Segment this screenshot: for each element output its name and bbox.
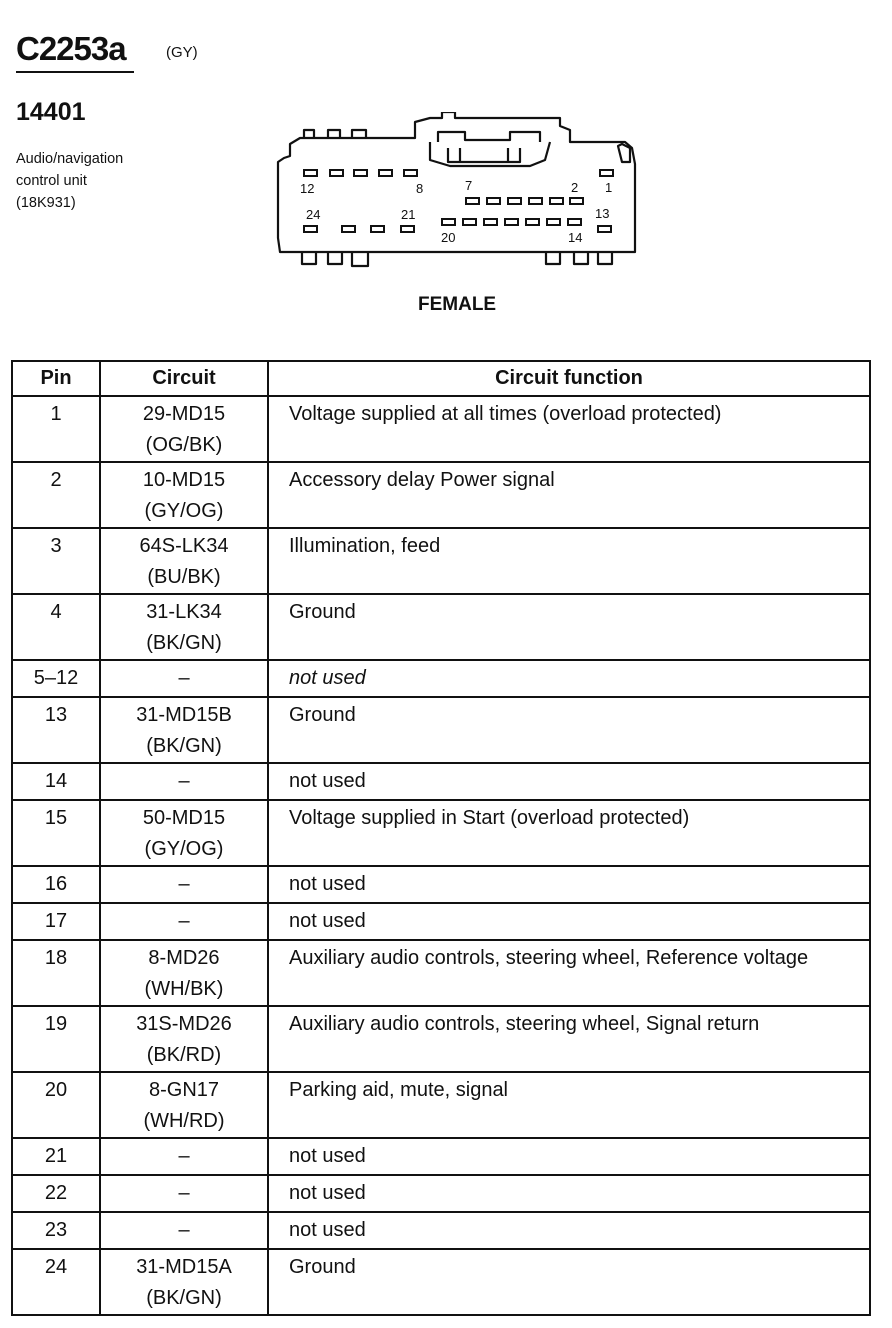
pin-label-12: 12 [300, 181, 315, 196]
pin-cell: 4 [12, 594, 100, 660]
circuit-number: 31-LK34 [146, 601, 222, 623]
circuit-number: 31-MD15B [136, 704, 232, 726]
cavity-16 [526, 219, 539, 225]
connector-gender-label: FEMALE [418, 294, 497, 315]
circuit-function-cell [268, 594, 870, 660]
circuit-cell [100, 866, 268, 903]
circuit-number: – [178, 910, 190, 932]
wire-color: (OG/BK) [145, 434, 223, 456]
circuit-function-cell [268, 1249, 870, 1315]
pin-cell: 20 [12, 1072, 100, 1138]
circuit-cell [100, 903, 268, 940]
circuit-function-cell [268, 1212, 870, 1249]
table-row [12, 528, 870, 594]
wire-color: (WH/BK) [144, 978, 224, 1000]
table-row [12, 462, 870, 528]
table-row [12, 763, 870, 800]
circuit-function-text: Voltage supplied in Start (overload protected) [289, 807, 690, 829]
circuit-function-cell [268, 462, 870, 528]
cavity-17 [505, 219, 518, 225]
circuit-function-cell [268, 940, 870, 1006]
circuit-function-cell [268, 697, 870, 763]
cavity-1 [600, 170, 613, 176]
pin-cell: 5–12 [12, 660, 100, 697]
circuit-function-cell [268, 1138, 870, 1175]
pinout-table-body [12, 396, 870, 1315]
table-row [12, 396, 870, 462]
circuit-function-cell [268, 866, 870, 903]
circuit-number: – [178, 1145, 190, 1167]
cavity-10 [354, 170, 367, 176]
circuit-number: – [178, 770, 190, 792]
cavity-13 [598, 226, 611, 232]
connector-id: C2253a [16, 30, 126, 67]
circuit-number: 29-MD15 [142, 403, 226, 425]
table-row [12, 594, 870, 660]
cavity-14 [568, 219, 581, 225]
circuit-number: 8-MD26 [148, 947, 220, 969]
circuit-number: 31S-MD26 [136, 1013, 232, 1035]
cavity-19 [463, 219, 476, 225]
circuit-cell [100, 1072, 268, 1138]
pin-cell: 15 [12, 800, 100, 866]
circuit-function-text: Ground [289, 704, 356, 726]
circuit-function-cell [268, 763, 870, 800]
connector-face-diagram [270, 112, 645, 272]
circuit-function-cell [268, 528, 870, 594]
circuit-function-text: not used [289, 873, 366, 895]
table-row [12, 866, 870, 903]
pin-cell: 19 [12, 1006, 100, 1072]
wire-color: (BK/GN) [146, 632, 222, 654]
circuit-cell [100, 660, 268, 697]
bottom-tab-2 [328, 252, 342, 264]
pin-label-21: 21 [401, 207, 416, 222]
pin-cell: 24 [12, 1249, 100, 1315]
circuit-cell [100, 1249, 268, 1315]
bottom-tab-3 [352, 252, 368, 266]
circuit-cell [100, 763, 268, 800]
cavity-2 [570, 198, 583, 204]
top-tab-1 [304, 130, 314, 138]
circuit-number: – [178, 667, 190, 689]
table-row [12, 660, 870, 697]
pin-cell: 16 [12, 866, 100, 903]
table-row [12, 1249, 870, 1315]
device-name-line-2: control unit [16, 173, 87, 189]
circuit-function-text: Voltage supplied at all times (overload protected) [289, 403, 722, 425]
wire-color: (GY/OG) [144, 500, 224, 522]
circuit-cell [100, 462, 268, 528]
table-header-row [12, 361, 870, 396]
cavity-9 [379, 170, 392, 176]
circuit-function-text: Ground [289, 601, 356, 623]
circuit-function-text: not used [289, 1145, 366, 1167]
table-row [12, 1072, 870, 1138]
pin-label-13: 13 [595, 206, 610, 221]
wire-color: (BK/GN) [146, 1287, 222, 1309]
table-row [12, 1175, 870, 1212]
circuit-number: – [178, 1219, 190, 1241]
circuit-function-cell [268, 800, 870, 866]
circuit-function-cell [268, 903, 870, 940]
circuit-function-text: not used [289, 667, 366, 689]
circuit-function-text: Ground [289, 1256, 356, 1278]
cavity-8 [404, 170, 417, 176]
cavity-12 [304, 170, 317, 176]
circuit-cell [100, 1138, 268, 1175]
pin-cell: 3 [12, 528, 100, 594]
cavity-6 [487, 198, 500, 204]
device-name-line-3: (18K931) [16, 195, 76, 211]
circuit-number: 31-MD15A [136, 1256, 232, 1278]
cavity-4 [529, 198, 542, 204]
circuit-cell [100, 1006, 268, 1072]
table-row [12, 903, 870, 940]
circuit-number: 10-MD15 [142, 469, 226, 491]
pin-cell: 18 [12, 940, 100, 1006]
cavity-3 [550, 198, 563, 204]
circuit-function-cell [268, 660, 870, 697]
circuit-cell [100, 800, 268, 866]
circuit-cell [100, 940, 268, 1006]
circuit-function-text: not used [289, 770, 366, 792]
table-row [12, 1212, 870, 1249]
part-number: 14401 [16, 98, 86, 126]
top-tab-3 [352, 130, 366, 138]
pin-cell: 17 [12, 903, 100, 940]
wire-color: (BK/GN) [146, 735, 222, 757]
device-name [16, 148, 123, 214]
right-latch [618, 144, 630, 162]
header-circuit-function: Circuit function [268, 361, 870, 396]
wire-color: (GY/OG) [144, 838, 224, 860]
circuit-function-text: Illumination, feed [289, 535, 441, 557]
circuit-function-text: Auxiliary audio controls, steering wheel, Signal return [289, 1013, 760, 1035]
pin-label-8: 8 [416, 181, 424, 196]
table-row [12, 697, 870, 763]
pin-cell: 23 [12, 1212, 100, 1249]
circuit-function-text: not used [289, 1219, 366, 1241]
cavity-20 [442, 219, 455, 225]
circuit-function-text: not used [289, 910, 366, 932]
circuit-function-text: Auxiliary audio controls, steering wheel, Reference voltage [289, 947, 809, 969]
circuit-number: – [178, 1182, 190, 1204]
circuit-cell [100, 396, 268, 462]
table-row [12, 1006, 870, 1072]
pin-label-7: 7 [465, 178, 473, 193]
bottom-tab-6 [598, 252, 612, 264]
circuit-function-text: not used [289, 1182, 366, 1204]
pin-label-2: 2 [571, 180, 579, 195]
table-row [12, 1138, 870, 1175]
circuit-number: 50-MD15 [142, 807, 226, 829]
circuit-cell [100, 1212, 268, 1249]
table-row [12, 940, 870, 1006]
pin-label-1: 1 [605, 180, 613, 195]
circuit-function-cell [268, 396, 870, 462]
circuit-function-cell [268, 1175, 870, 1212]
cavity-21 [401, 226, 414, 232]
cavity-11 [330, 170, 343, 176]
pin-label-14: 14 [568, 230, 583, 245]
pinout-table [11, 360, 871, 1316]
circuit-cell [100, 594, 268, 660]
cavity-24 [304, 226, 317, 232]
pin-cell: 22 [12, 1175, 100, 1212]
top-tab-2 [328, 130, 340, 138]
circuit-number: – [178, 873, 190, 895]
bottom-tab-1 [302, 252, 316, 264]
circuit-cell [100, 528, 268, 594]
pin-cell: 21 [12, 1138, 100, 1175]
pin-label-24: 24 [306, 207, 321, 222]
circuit-function-text: Accessory delay Power signal [289, 469, 555, 491]
table-row [12, 800, 870, 866]
circuit-number: 8-GN17 [148, 1079, 220, 1101]
pin-cell: 13 [12, 697, 100, 763]
cavity-18 [484, 219, 497, 225]
connector-id-underline [16, 71, 134, 73]
cavity-15 [547, 219, 560, 225]
pin-cell: 1 [12, 396, 100, 462]
wire-color: (BK/RD) [146, 1044, 222, 1066]
bottom-tab-5 [574, 252, 588, 264]
circuit-function-cell [268, 1072, 870, 1138]
circuit-cell [100, 697, 268, 763]
circuit-cell [100, 1175, 268, 1212]
pin-cell: 2 [12, 462, 100, 528]
cavity-22 [371, 226, 384, 232]
cavity-7 [466, 198, 479, 204]
circuit-number: 64S-LK34 [139, 535, 229, 557]
wire-color: (WH/RD) [143, 1110, 225, 1132]
circuit-function-cell [268, 1006, 870, 1072]
wire-color: (BU/BK) [147, 566, 221, 588]
device-name-line-1: Audio/navigation [16, 151, 124, 167]
pin-label-20: 20 [441, 230, 456, 245]
connector-color: (GY) [166, 44, 198, 61]
circuit-function-text: Parking aid, mute, signal [289, 1079, 509, 1101]
cavity-5 [508, 198, 521, 204]
pin-cell: 14 [12, 763, 100, 800]
bottom-tab-4 [546, 252, 560, 264]
header-pin: Pin [12, 361, 100, 396]
header-circuit: Circuit [100, 361, 268, 396]
cavity-23 [342, 226, 355, 232]
